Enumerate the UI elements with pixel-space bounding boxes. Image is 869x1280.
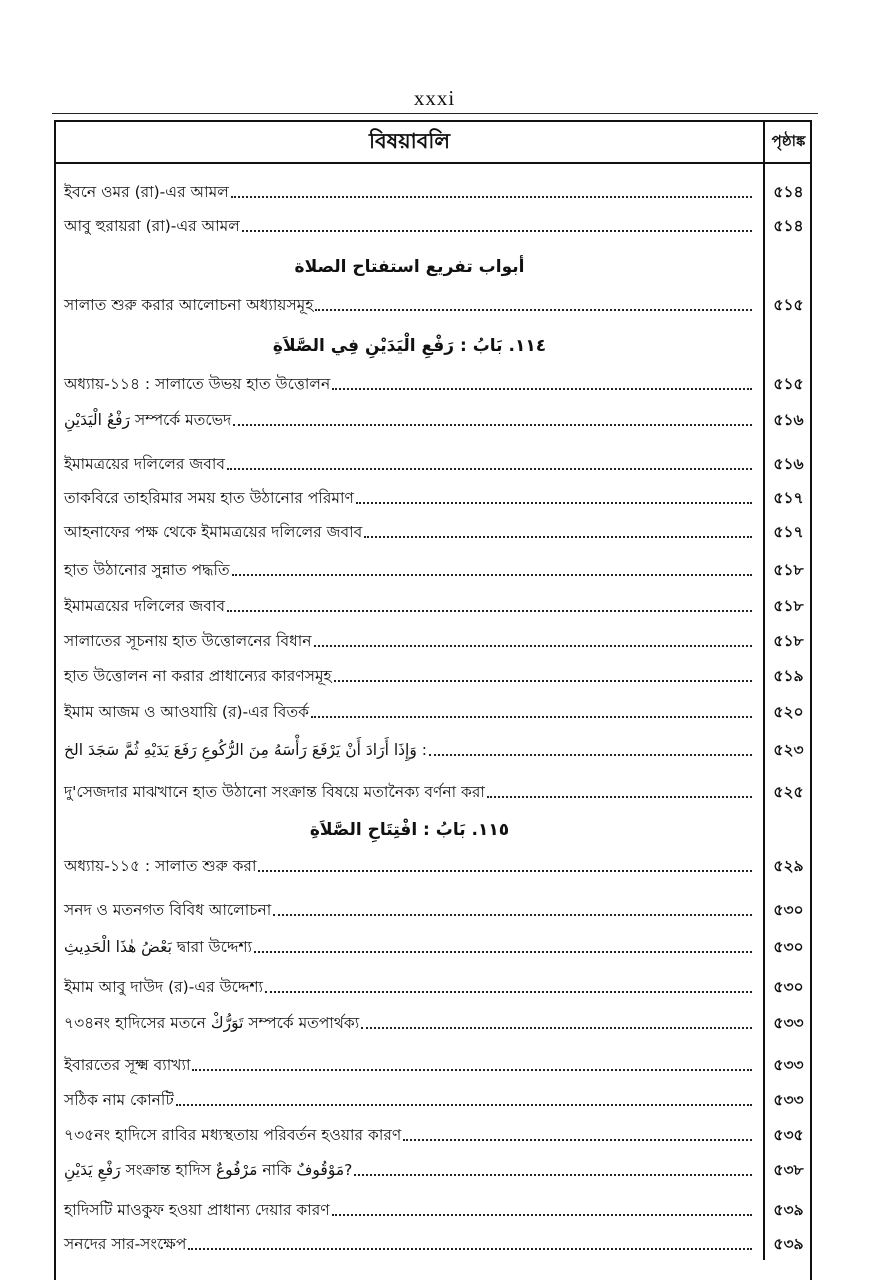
toc-entry — [64, 364, 752, 394]
toc-entry-page: ৫১৯ — [773, 667, 804, 685]
toc-entry-page: ৫১৫ — [773, 296, 804, 314]
toc-entry-page: ৫৩৯ — [773, 1235, 804, 1253]
toc-entry — [64, 172, 752, 202]
toc-entry — [64, 1115, 752, 1145]
toc-entry — [64, 1190, 752, 1220]
toc-entry-title: হাত উত্তোলন না করার প্রাধান্যের কারণসমূহ — [64, 667, 332, 685]
toc-entry-page: ৫২০ — [773, 703, 804, 721]
toc-entry-title: দু'সেজদার মাঝখানে হাত উঠানো সংক্রান্ত বিষয়ে মতানৈক্য বর্ণনা করা — [64, 783, 485, 801]
toc-entry-title: হাত উঠানোর সুন্নাত পদ্ধতি — [64, 561, 230, 579]
topics-column-header: বিষয়াবলি — [368, 128, 451, 153]
toc-entry-page: ৫৩৩ — [773, 1014, 804, 1032]
dot-leader — [242, 230, 752, 232]
toc-entry-title: আহনাফের পক্ষ থেকে ইমামত্রয়ের দলিলের জবাব — [64, 523, 363, 541]
toc-entry — [64, 285, 752, 315]
toc-entry — [64, 444, 752, 474]
toc-entry-page: ৫১৬ — [773, 411, 804, 429]
toc-entry-page: ৫৩৮ — [773, 1161, 804, 1179]
toc-entry — [64, 692, 752, 722]
toc-entry — [64, 1045, 752, 1075]
section-heading: ١١٥. بَابُ : افْتِتَاحِ الصَّلاَةِ — [309, 820, 510, 840]
dot-leader — [361, 1027, 752, 1029]
dot-leader — [232, 574, 752, 576]
toc-entry-page: ৫৩৩ — [773, 1091, 804, 1109]
dot-leader — [227, 610, 752, 612]
toc-entry — [64, 550, 752, 580]
toc-entry-title: তাকবিরে তাহরিমার সময় হাত উঠানোর পরিমাণ — [64, 489, 354, 507]
page-number: xxxi — [413, 86, 456, 110]
toc-entry-page: ৫৩০ — [773, 938, 804, 956]
toc-entry-page: ৫১৮ — [773, 597, 804, 615]
dot-leader — [429, 754, 752, 756]
toc-entry — [64, 1224, 752, 1254]
toc-entry-page: ৫১৪ — [773, 217, 804, 235]
toc-entry-title: رَفْعِ يَدَيْنِ সংক্রান্ত হাদিস مَرْفُوعٌ নাকি مَوْقُوفٌ? — [64, 1161, 353, 1179]
dot-leader — [487, 796, 752, 798]
toc-entry — [64, 846, 752, 876]
toc-entry-page: ৫১৭ — [773, 489, 804, 507]
toc-entry — [64, 400, 752, 430]
dot-leader — [356, 502, 752, 504]
dot-leader — [254, 951, 752, 953]
toc-entry-page: ৫৩৩ — [773, 1056, 804, 1074]
dot-leader — [273, 914, 752, 916]
toc-entry-title: ইমামত্রয়ের দলিলের জবাব — [64, 455, 225, 473]
toc-entry-title: ইমামত্রয়ের দলিলের জবাব — [64, 597, 225, 615]
toc-entry-title: رَفْعُ الْيَدَيْنِ সম্পর্কে মতভেদ — [64, 411, 232, 429]
dot-leader — [354, 1174, 752, 1176]
toc-entry-title: সঠিক নাম কোনটি — [64, 1091, 174, 1109]
toc-entry — [64, 586, 752, 616]
toc-entry-title: ইমাম আজম ও আওযায়ি (র)-এর বিতর্ক — [64, 703, 309, 721]
toc-entry — [64, 1080, 752, 1110]
toc-entry — [64, 1150, 752, 1180]
toc-entry — [64, 512, 752, 542]
toc-entry-page: ৫৩০ — [773, 978, 804, 996]
toc-entry — [64, 772, 752, 802]
toc-entry-page: ৫১৮ — [773, 632, 804, 650]
toc-entry — [64, 927, 752, 957]
section-heading: أبواب تفريع استفتاح الصلاة — [294, 257, 525, 277]
toc-entry-title: আবু হুরায়রা (রা)-এর আমল — [64, 217, 240, 235]
toc-entry-title: সনদের সার-সংক্ষেপ — [64, 1235, 187, 1253]
toc-entry-title: হাদিসটি মাওকুফ হওয়া প্রাধান্য দেয়ার কারণ — [64, 1201, 330, 1219]
toc-entry-page: ৫৩৫ — [773, 1126, 804, 1144]
section-heading: ١١٤. بَابُ : رَفْعِ الْيَدَيْنِ فِي الصَّلاَةِ — [272, 336, 547, 356]
toc-entry-title: ইবনে ওমর (রা)-এর আমল — [64, 183, 229, 201]
toc-entry-page: ৫১৪ — [773, 183, 804, 201]
dot-leader — [227, 468, 752, 470]
toc-entry-title: সালাতের সূচনায় হাত উত্তোলনের বিধান — [64, 632, 312, 650]
toc-entry-page: ৫২৯ — [773, 857, 804, 875]
top-rule — [52, 113, 818, 114]
toc-entry-title: ৭৩৫নং হাদিসে রাবির মধ্যস্থতায় পরিবর্তন হওয়ার কারণ — [64, 1126, 402, 1144]
toc-entry-title: সনদ ও মতনগত বিবিধ আলোচনা — [64, 901, 272, 919]
toc-entry-page: ৫১৫ — [773, 375, 804, 393]
toc-entry — [64, 621, 752, 651]
dot-leader — [315, 309, 752, 311]
header-rule — [54, 162, 812, 164]
toc-entry-title: وَإِذَا أَرَادَ أَنْ يَرْفَعَ رَأْسَهُ مِنَ الرُّكُوعِ رَفَعَ يَدَيْهِ ثُمَّ سَجَدَ الخ : — [64, 741, 427, 759]
toc-entry-page: ৫৩৯ — [773, 1201, 804, 1219]
dot-leader — [403, 1139, 752, 1141]
dot-leader — [265, 991, 752, 993]
dot-leader — [231, 196, 752, 198]
dot-leader — [332, 388, 752, 390]
dot-leader — [176, 1104, 752, 1106]
page-column-header: পৃষ্ঠাঙ্ক — [771, 131, 806, 150]
toc-entry-page: ৫৩০ — [773, 901, 804, 919]
toc-entry-title: ইমাম আবু দাউদ (র)-এর উদ্দেশ্য — [64, 978, 264, 996]
toc-entry-title: ৭৩৪নং হাদিসের মতনে تَوَرُّكْ সম্পর্কে মতপার্থক্য — [64, 1014, 360, 1032]
dot-leader — [332, 1214, 752, 1216]
dot-leader — [311, 716, 752, 718]
toc-entry — [64, 1003, 752, 1033]
dot-leader — [188, 1248, 752, 1250]
toc-entry-title: ইবারতের সূক্ষ্ম ব্যাখ্যা — [64, 1056, 191, 1074]
toc-entry-title: بَعْضُ هٰذَا الْحَدِيثِ দ্বারা উদ্দেশ্য — [64, 938, 252, 956]
toc-entry — [64, 206, 752, 236]
toc-entry-page: ৫১৭ — [773, 523, 804, 541]
dot-leader — [233, 424, 752, 426]
toc-entry — [64, 967, 752, 997]
dot-leader — [314, 645, 752, 647]
toc-entry — [64, 656, 752, 686]
toc-entry-page: ৫১৮ — [773, 561, 804, 579]
toc-entry — [64, 478, 752, 508]
toc-entry — [64, 730, 752, 760]
toc-entry-page: ৫১৬ — [773, 455, 804, 473]
toc-entry — [64, 890, 752, 920]
dot-leader — [364, 536, 752, 538]
toc-entry-title: অধ্যায়-১১৪ : সালাতে উভয় হাত উত্তোলন — [64, 375, 331, 393]
toc-entry-page: ৫২৩ — [773, 741, 804, 759]
toc-entry-page: ৫২৫ — [773, 783, 804, 801]
toc-entry-title: সালাত শুরু করার আলোচনা অধ্যায়সমূহ — [64, 296, 314, 314]
dot-leader — [192, 1069, 752, 1071]
toc-entry-title: অধ্যায়-১১৫ : সালাত শুরু করা — [64, 857, 257, 875]
dot-leader — [258, 870, 752, 872]
dot-leader — [334, 680, 752, 682]
